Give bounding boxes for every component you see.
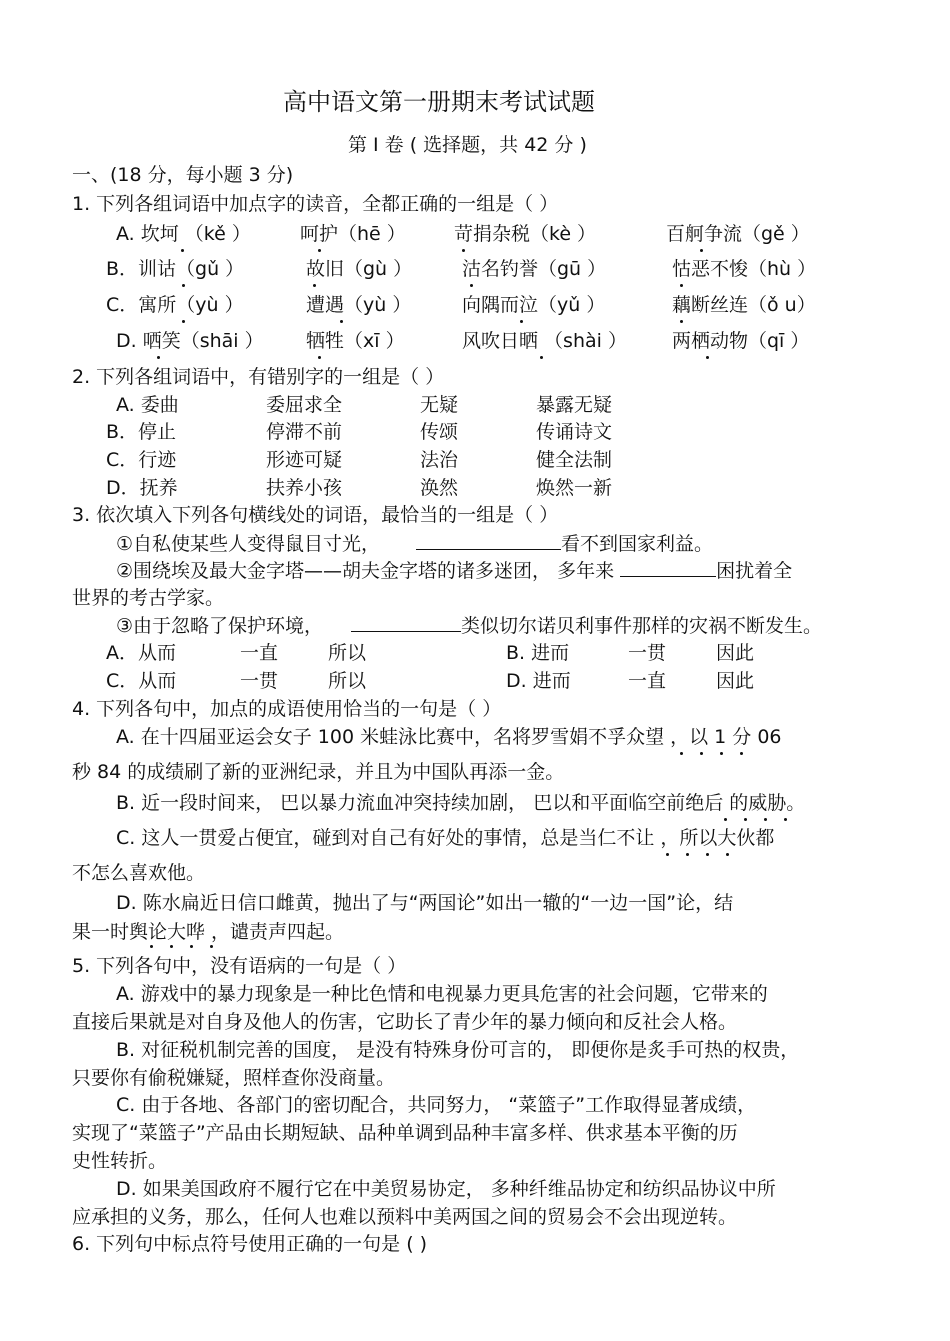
- q3-c-1: C．从而: [106, 670, 177, 692]
- q5-option-c-cont-2: 史性转折。: [72, 1150, 168, 1172]
- q1-b-1: B．训诂（gǔ ）: [106, 258, 245, 280]
- question-6-stem: 6. 下列句中标点符号使用正确的一句是 ( ): [72, 1233, 428, 1255]
- q3-sentence-3: [116, 613, 822, 638]
- q5-option-d: D. 如果美国政府不履行它在中美贸易协定， 多种纤维品协定和纺织品协议中所: [116, 1178, 776, 1200]
- emphasis-dot: [540, 356, 543, 359]
- q2-b-2: 停滞不前: [266, 421, 343, 443]
- q3-c-2: 一贯: [240, 670, 279, 692]
- emphasis-dot: [170, 945, 173, 948]
- fill-blank: [620, 558, 716, 577]
- emphasis-dot: [680, 752, 683, 755]
- q3-sentence-2: [116, 558, 792, 583]
- q2-d-3: 涣然: [420, 477, 459, 499]
- q1-d-2: 牺牲（xī ）: [306, 330, 405, 352]
- q3-s3-text-b: 类似切尔诺贝利事件那样的灾祸不断发生。: [461, 615, 823, 637]
- q2-d-2: 扶养小孩: [266, 477, 343, 499]
- q2-c-2: 形迹可疑: [266, 449, 343, 471]
- q1-a-4: 百舸争流（gě ）: [666, 223, 810, 245]
- emphasis-dot: [182, 320, 185, 323]
- q4-option-a-cont: 秒 84 的成绩刷了新的亚洲纪录，并且为中国队再添一金。: [72, 761, 565, 783]
- q4-option-a: A. 在十四届亚运会女子 100 米蛙泳比赛中，名将罗雪娟不孚众望 ，以 1 分 06: [116, 726, 782, 748]
- q3-a-1: A．从而: [106, 642, 176, 664]
- emphasis-dot: [318, 249, 321, 252]
- emphasis-dot: [462, 249, 465, 252]
- emphasis-dot: [150, 945, 153, 948]
- q3-a-2: 一直: [240, 642, 279, 664]
- q2-b-3: 传颂: [420, 421, 459, 443]
- emphasis-dot: [686, 853, 689, 856]
- emphasis-dot: [726, 853, 729, 856]
- emphasis-dot: [182, 284, 185, 287]
- q1-a-1: A. 坎坷 （kě ）: [116, 223, 251, 245]
- emphasis-dot: [157, 356, 160, 359]
- emphasis-dot: [666, 853, 669, 856]
- q2-c-4: 健全法制: [536, 449, 613, 471]
- q3-b-3: 因此: [716, 642, 755, 664]
- q3-d-2: 一直: [628, 670, 667, 692]
- fill-blank: [351, 613, 461, 632]
- q1-d-3: 风吹日晒 （shài ）: [462, 330, 627, 352]
- fill-blank: [416, 531, 561, 550]
- q1-c-2: 遭遇（yù ）: [306, 294, 412, 316]
- page-subtitle: 第 I 卷 ( 选择题，共 42 分 ): [348, 134, 587, 156]
- q5-option-b-cont: 只要你有偷税嫌疑，照样查你没商量。: [72, 1067, 396, 1089]
- q2-a-4: 暴露无疑: [536, 394, 613, 416]
- emphasis-dot: [210, 945, 213, 948]
- q3-a-3: 所以: [328, 642, 367, 664]
- q2-b-1: B．停止: [106, 421, 177, 443]
- question-3-stem: 3. 依次填入下列各句横线处的词语，最恰当的一组是（ ）: [72, 504, 559, 526]
- emphasis-dot: [720, 752, 723, 755]
- q2-a-1: A. 委曲: [116, 394, 179, 416]
- q3-b-2: 一贯: [628, 642, 667, 664]
- emphasis-dot: [764, 818, 767, 821]
- emphasis-dot: [680, 284, 683, 287]
- q3-s1-text-a: ①自私使某些人变得鼠目寸光，: [116, 533, 381, 555]
- q1-c-1: C．寓所（yù ）: [106, 294, 244, 316]
- emphasis-dot: [784, 818, 787, 821]
- q3-s2-text-a: ②围绕埃及最大金字塔——胡夫金字塔的诸多迷团， 多年来: [116, 560, 615, 582]
- q5-option-c: C. 由于各地、各部门的密切配合，共同努力， “菜篮子”工作取得显著成绩，: [116, 1094, 757, 1116]
- q5-option-b: B. 对征税机制完善的国度， 是没有特殊身份可言的， 即便你是炙手可热的权贵，: [116, 1039, 800, 1061]
- q4-option-d: D. 陈水扁近日信口雌黄，抛出了与“两国论”如出一辙的“一边一国”论，结: [116, 892, 734, 914]
- q3-b-1: B. 进而: [506, 642, 570, 664]
- q1-b-3: 沽名钓誉（gū ）: [462, 258, 607, 280]
- q4-option-d-cont: 果一时舆论大哗 ，谴责声四起。: [72, 921, 345, 943]
- q3-s3-text-a: ③由于忽略了保护环境，: [116, 615, 324, 637]
- q4-option-c-cont: 不怎么喜欢他。: [72, 862, 206, 884]
- emphasis-dot: [470, 284, 473, 287]
- q2-a-3: 无疑: [420, 394, 459, 416]
- emphasis-dot: [724, 818, 727, 821]
- q3-d-1: D. 进而: [506, 670, 571, 692]
- emphasis-dot: [181, 249, 184, 252]
- q2-c-3: 法治: [420, 449, 459, 471]
- q4-option-b: B. 近一段时间来， 巴以暴力流血冲突持续加剧， 巴以和平面临空前绝后 的威胁。: [116, 792, 806, 814]
- q2-a-2: 委屈求全: [266, 394, 343, 416]
- q5-option-a: A. 游戏中的暴力现象是一种比色情和电视暴力更具危害的社会问题，它带来的: [116, 983, 768, 1005]
- q2-d-4: 焕然一新: [536, 477, 613, 499]
- q3-c-3: 所以: [328, 670, 367, 692]
- q1-c-3: 向隅而泣（yǔ ）: [462, 294, 606, 316]
- q1-d-1: D. 哂笑（shāi ）: [116, 330, 264, 352]
- question-1-stem: 1. 下列各组词语中加点字的读音，全都正确的一组是（ ）: [72, 193, 559, 215]
- q3-s1-text-b: 看不到国家利益。: [561, 533, 714, 555]
- q1-d-4: 两栖动物（qī ）: [672, 330, 810, 352]
- section-heading: 一、(18 分，每小题 3 分): [72, 164, 294, 186]
- emphasis-dot: [680, 320, 683, 323]
- page-title: 高中语文第一册期末考试试题: [283, 88, 595, 116]
- q3-sentence-2-cont: 世界的考古学家。: [72, 587, 225, 609]
- q4-option-c: C. 这人一贯爱占便宜，碰到对自己有好处的事情，总是当仁不让 ，所以大伙都: [116, 827, 775, 849]
- emphasis-dot: [700, 752, 703, 755]
- q5-option-a-cont: 直接后果就是对自身及他人的伤害，它助长了青少年的暴力倾向和反社会人格。: [72, 1011, 738, 1033]
- q2-d-1: D．抚养: [106, 477, 178, 499]
- q2-c-1: C．行迹: [106, 449, 177, 471]
- emphasis-dot: [700, 249, 703, 252]
- q1-b-4: 怙恶不悛（hù ）: [672, 258, 817, 280]
- emphasis-dot: [318, 356, 321, 359]
- emphasis-dot: [340, 320, 343, 323]
- question-2-stem: 2. 下列各组词语中，有错别字的一组是（ ）: [72, 366, 445, 388]
- emphasis-dot: [313, 284, 316, 287]
- q3-s2-text-b: 困扰着全: [716, 560, 793, 582]
- emphasis-dot: [744, 818, 747, 821]
- emphasis-dot: [740, 752, 743, 755]
- q3-sentence-1: [116, 531, 713, 556]
- q5-option-d-cont: 应承担的义务，那么，任何人也难以预料中美两国之间的贸易会不会出现逆转。: [72, 1206, 738, 1228]
- emphasis-dot: [706, 853, 709, 856]
- q1-b-2: 故旧（gù ）: [306, 258, 413, 280]
- question-5-stem: 5. 下列各句中，没有语病的一句是（ ）: [72, 955, 407, 977]
- q3-d-3: 因此: [716, 670, 755, 692]
- q1-a-2: 呵护（hē ）: [300, 223, 406, 245]
- q2-b-4: 传诵诗文: [536, 421, 613, 443]
- q5-option-c-cont: 实现了“菜篮子”产品由长期短缺、品种单调到品种丰富多样、供求基本平衡的历: [72, 1122, 738, 1144]
- emphasis-dot: [706, 356, 709, 359]
- emphasis-dot: [520, 320, 523, 323]
- question-4-stem: 4. 下列各句中，加点的成语使用恰当的一句是（ ）: [72, 698, 502, 720]
- q1-a-3: 苛捐杂税（kè ）: [454, 223, 597, 245]
- emphasis-dot: [190, 945, 193, 948]
- q1-c-4: 藕断丝连（ǒ u）: [672, 294, 816, 316]
